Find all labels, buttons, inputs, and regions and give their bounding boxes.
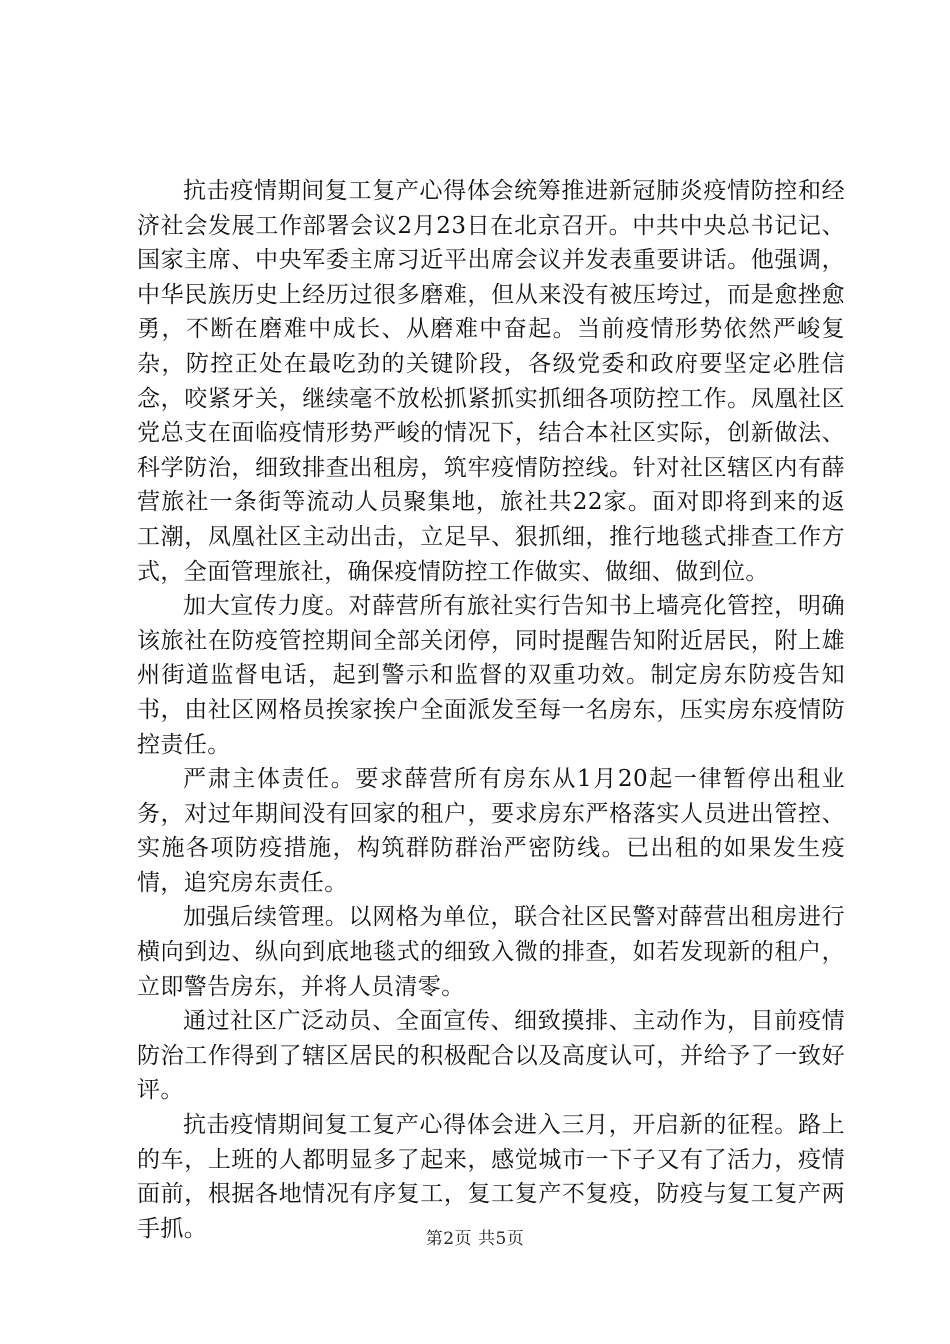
paragraph: 通过社区广泛动员、全面宣传、细致摸排、主动作为，目前疫情防治工作得到了辖区居民的积极配合以及高度认可，并给予了一致好评。: [137, 1008, 845, 1104]
paragraph: 抗击疫情期间复工复产心得体会统筹推进新冠肺炎疫情防控和经济社会发展工作部署会议2月23日在北京召开。中共中央总书记记、国家主席、中央军委主席习近平出席会议并发表重要讲话。他强调，中华民族历史上经历过很多磨难，但从来没有被压垮过，而是愈挫愈勇，不断在磨难中成长、从磨难中奋起。当前疫情形势依然严峻复杂，防控正处在最吃劲的关键阶段，各级党委和政府要坚定必胜信念，咬紧牙关，继续毫不放松抓紧抓实抓细各项防控工作。凤凰社区党总支在面临疫情形势严峻的情况下，结合本社区实际，创新做法、科学防治，细致排查出租房，筑牢疫情防控线。针对社区辖区内有薛营旅社一条街等流动人员聚集地，旅社共22家。面对即将到来的返工潮，凤凰社区主动出击，立足早、狠抓细，推行地毯式排查工作方式，全面管理旅社，确保疫情防控工作做实、做细、做到位。: [137, 178, 845, 585]
document-body: [137, 174, 845, 1246]
paragraph: 严肃主体责任。要求薛营所有房东从1月20起一律暂停出租业务，对过年期间没有回家的租户，要求房东严格落实人员进出管控、实施各项防疫措施，构筑群防群治严密防线。已出租的如果发生疫情，追究房东责任。: [137, 766, 845, 896]
paragraph: 加强后续管理。以网格为单位，联合社区民警对薛营出租房进行横向到边、纵向到底地毯式的细致入微的排查，如若发现新的租户，立即警告房东，并将人员清零。: [137, 904, 845, 1000]
paragraph: 抗击疫情期间复工复产心得体会进入三月，开启新的征程。路上的车，上班的人都明显多了起来，感觉城市一下子又有了活力，疫情面前，根据各地情况有序复工，复工复产不复疫，防疫与复工复产两手抓。: [137, 1112, 845, 1242]
paragraph: 加大宣传力度。对薛营所有旅社实行告知书上墙亮化管控，明确该旅社在防疫管控期间全部关闭停，同时提醒告知附近居民，附上雄州街道监督电话，起到警示和监督的双重功效。制定房东防疫告知书，由社区网格员挨家挨户全面派发至每一名房东，压实房东疫情防控责任。: [137, 593, 845, 758]
page-number-footer: 第2页 共5页: [425, 1229, 525, 1249]
